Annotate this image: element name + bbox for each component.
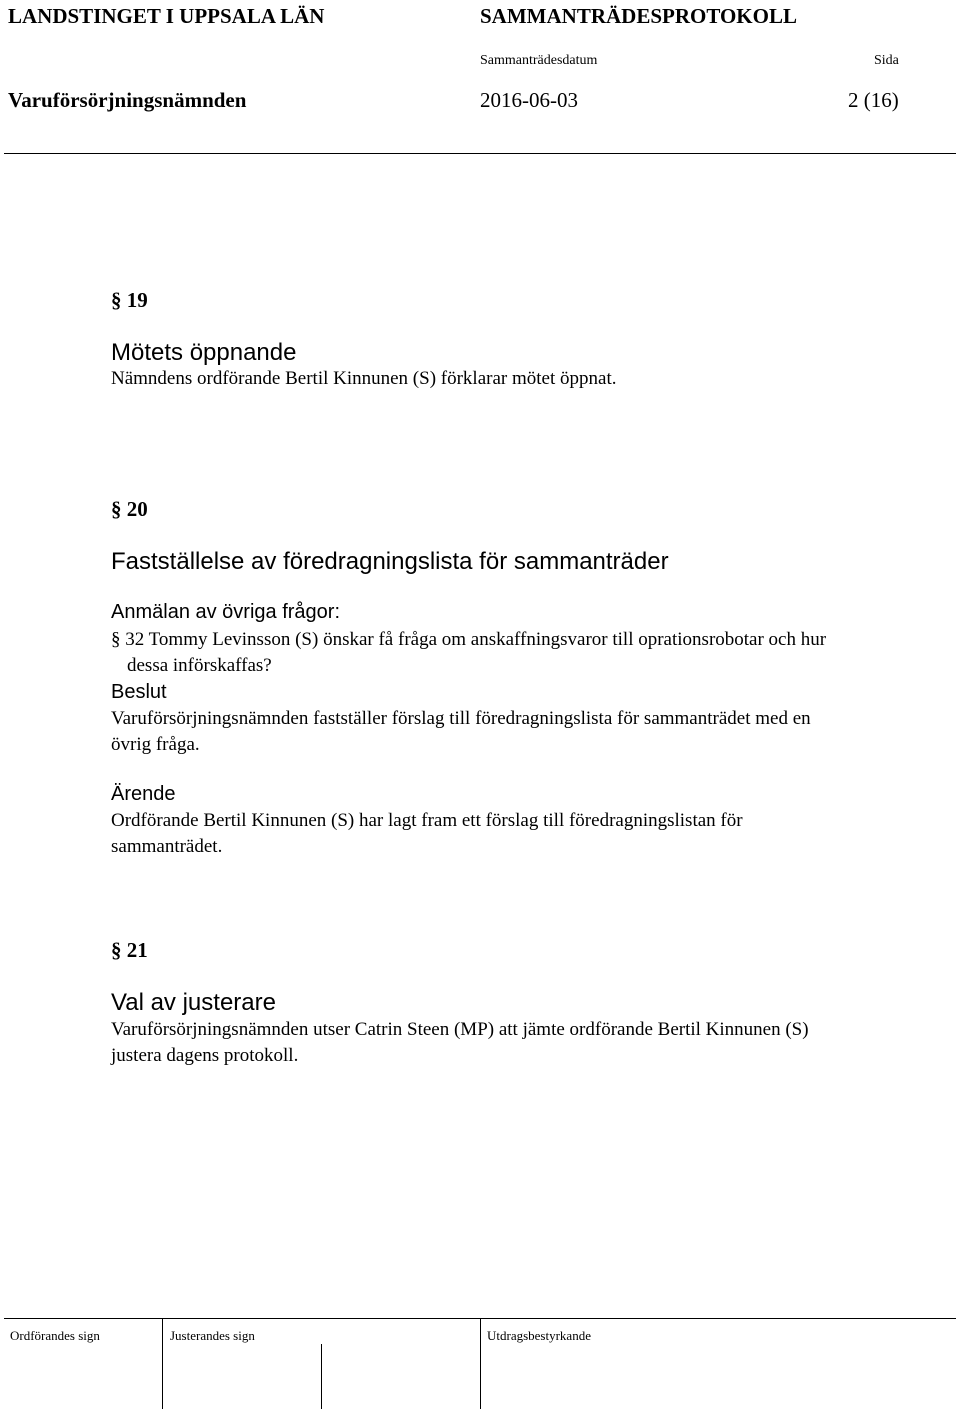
decision-heading: Beslut [111,681,167,703]
meeting-date: 2016-06-03 [480,88,578,112]
section-number-20: § 20 [111,497,148,521]
section-text-21-line-2: justera dagens protokoll. [111,1045,299,1066]
section-text-21-line-1: Varuförsörjningsnämnden utser Catrin Steen (MP) att jämte ordförande Bertil Kinnunen (S) [111,1019,809,1040]
matter-line-1: Ordförande Bertil Kinnunen (S) har lagt fram ett förslag till föredragningslistan för [111,810,743,831]
section-text-19: Nämndens ordförande Bertil Kinnunen (S) förklarar mötet öppnat. [111,368,617,389]
date-label: Sammanträdesdatum [480,53,598,68]
org-name: LANDSTINGET I UPPSALA LÄN [8,4,325,28]
document-type: SAMMANTRÄDESPROTOKOLL [480,4,797,28]
matter-heading: Ärende [111,783,176,805]
section-title-19: Mötets öppnande [111,339,297,366]
footer-column-divider-2 [321,1344,322,1409]
section-number-19: § 19 [111,288,148,312]
section-title-20: Fastställelse av föredragningslista för sammanträder [111,548,669,575]
chair-sign-label: Ordförandes sign [10,1328,100,1343]
footer-column-divider-1 [162,1319,163,1409]
committee-name: Varuförsörjningsnämnden [8,88,247,112]
adjuster-sign-label: Justerandes sign [170,1328,255,1343]
header-divider [4,153,956,154]
page-number: 2 (16) [848,88,899,112]
page-label: Sida [874,53,899,68]
extract-cert-label: Utdragsbestyrkande [487,1328,591,1343]
decision-line-1: Varuförsörjningsnämnden fastställer förslag till föredragningslista för sammanträdet med en [111,708,811,729]
question-line-1: § 32 Tommy Levinsson (S) önskar få fråga om anskaffningsvaror till oprationsrobotar och hur [111,629,827,650]
footer-column-divider-3 [480,1319,481,1409]
questions-heading: Anmälan av övriga frågor: [111,601,341,623]
question-line-2: dessa införskaffas? [127,655,272,676]
matter-line-2: sammanträdet. [111,836,223,857]
section-title-21: Val av justerare [111,989,276,1016]
decision-line-2: övrig fråga. [111,734,200,755]
section-number-21: § 21 [111,938,148,962]
